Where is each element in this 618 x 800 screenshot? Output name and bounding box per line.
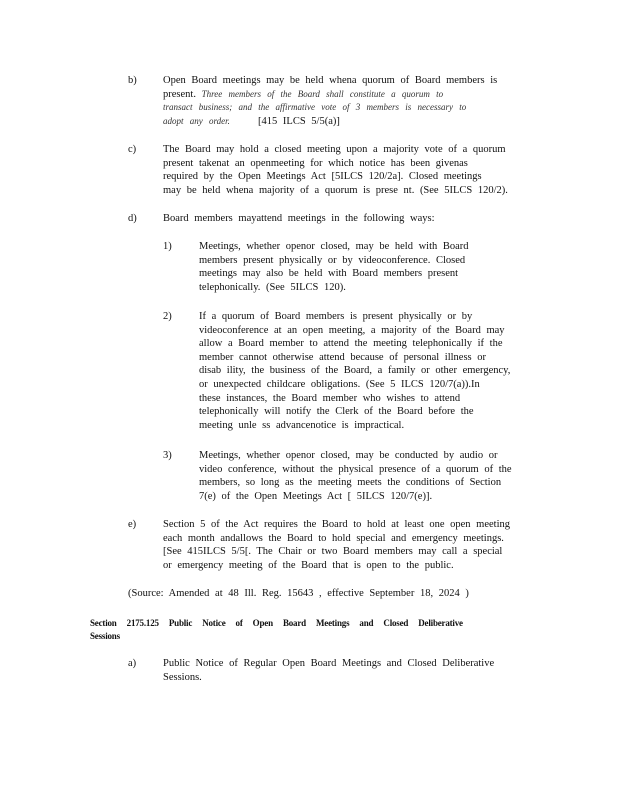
paragraph-c xyxy=(163,143,508,197)
paragraph-line: If a quorum of Board members is present physically or by xyxy=(199,311,473,322)
subparagraph-1 xyxy=(199,240,469,294)
paragraph-line: these instances, the Board member who wishes to attend xyxy=(199,392,461,404)
paragraph-line: may be held whena majority of a quorum is prese nt. (See 5ILCS 120/2). xyxy=(163,184,508,196)
statute-quote: Three members of the Board shall constitute a quorum to xyxy=(201,88,444,99)
paragraph-e xyxy=(163,518,510,572)
paragraph-line: 7(e) of the Open Meetings Act [ 5ILCS 120/7(e)]. xyxy=(199,490,433,502)
section-heading: Section 2175.125 Public Notice of Open Board Meetings and Closed Deliberative xyxy=(90,618,463,628)
paragraph-line: [See 415ILCS 5/5[. The Chair or two Board members may call a special xyxy=(163,546,503,558)
subitem-label-2: 2) xyxy=(163,311,172,322)
paragraph-line: The Board may hold a closed meeting upon a majority vote of a quorum xyxy=(163,144,506,155)
paragraph-line: or emergency meeting of the Board that is open to the public. xyxy=(163,559,454,571)
paragraph-a xyxy=(163,657,494,684)
item-label-c: c) xyxy=(128,144,137,155)
item-label-e: e) xyxy=(128,519,137,530)
paragraph-line: each month andallows the Board to hold special and emergency meetings. xyxy=(163,532,504,544)
paragraph-line: videoconference at an open meeting, a majority of the Board may xyxy=(199,324,505,336)
paragraph-line: video conference, without the physical presence of a quorum of the xyxy=(199,463,512,475)
paragraph-line: disab ility, the business of the Board, a family or other emergency, xyxy=(199,365,511,377)
statute-quote: transact business; and the affirmative vote of 3 members is necessary to xyxy=(163,102,467,113)
paragraph-line: Board members mayattend meetings in the following ways: xyxy=(163,213,435,224)
paragraph-line: Meetings, whether openor closed, may be conducted by audio or xyxy=(199,450,498,461)
subitem-label-3: 3) xyxy=(163,450,172,461)
paragraph-line: or unexpected childcare obligations. (See 5 ILCS 120/7(a)).In xyxy=(199,378,480,390)
section-heading-continued: Sessions xyxy=(90,631,120,641)
paragraph-line: members, so long as the meeting meets the conditions of Section xyxy=(199,477,502,489)
subparagraph-2 xyxy=(199,310,510,432)
item-label-d: d) xyxy=(128,213,137,224)
paragraph-line: Open Board meetings may be held whena quorum of Board members is xyxy=(163,75,498,86)
subparagraph-3 xyxy=(199,449,512,503)
paragraph-line: allow a Board member to attend the meeting telephonically if the xyxy=(199,338,503,350)
item-label-a: a) xyxy=(128,658,137,669)
item-label-b: b) xyxy=(128,75,137,86)
paragraph-line: meeting unle ss advancenotice is impractical. xyxy=(199,419,405,431)
paragraph-line: member cannot otherwise attend because of personal illness or xyxy=(199,351,486,363)
citation: [415 ILCS 5/5(a)] xyxy=(258,115,340,127)
paragraph-line: Sessions. xyxy=(163,671,202,683)
statute-quote: adopt any order. xyxy=(163,115,230,126)
paragraph-line: telephonically will notify the Clerk of the Board before the xyxy=(199,406,474,418)
paragraph-line: required by the Open Meetings Act [5ILCS 120/2a]. Closed meetings xyxy=(163,171,482,183)
paragraph-line: telephonically. (See 5ILCS 120). xyxy=(199,281,346,293)
paragraph-line: present. xyxy=(163,88,196,100)
paragraph-d xyxy=(163,212,435,226)
paragraph-line: Section 5 of the Act requires the Board to hold at least one open meeting xyxy=(163,519,511,530)
source-note: (Source: Amended at 48 Ill. Reg. 15643 , effective September 18, 2024 ) xyxy=(128,588,469,599)
subitem-label-1: 1) xyxy=(163,241,172,252)
paragraph-line: present takenat an openmeeting for which notice has been givenas xyxy=(163,157,468,169)
paragraph-line: Meetings, whether openor closed, may be held with Board xyxy=(199,241,469,252)
paragraph-line: meetings may also be held with Board members present xyxy=(199,268,459,280)
paragraph-line: Public Notice of Regular Open Board Meetings and Closed Deliberative xyxy=(163,658,495,669)
paragraph-b xyxy=(163,74,497,128)
paragraph-line: members present physically or by videoconference. Closed xyxy=(199,254,466,266)
